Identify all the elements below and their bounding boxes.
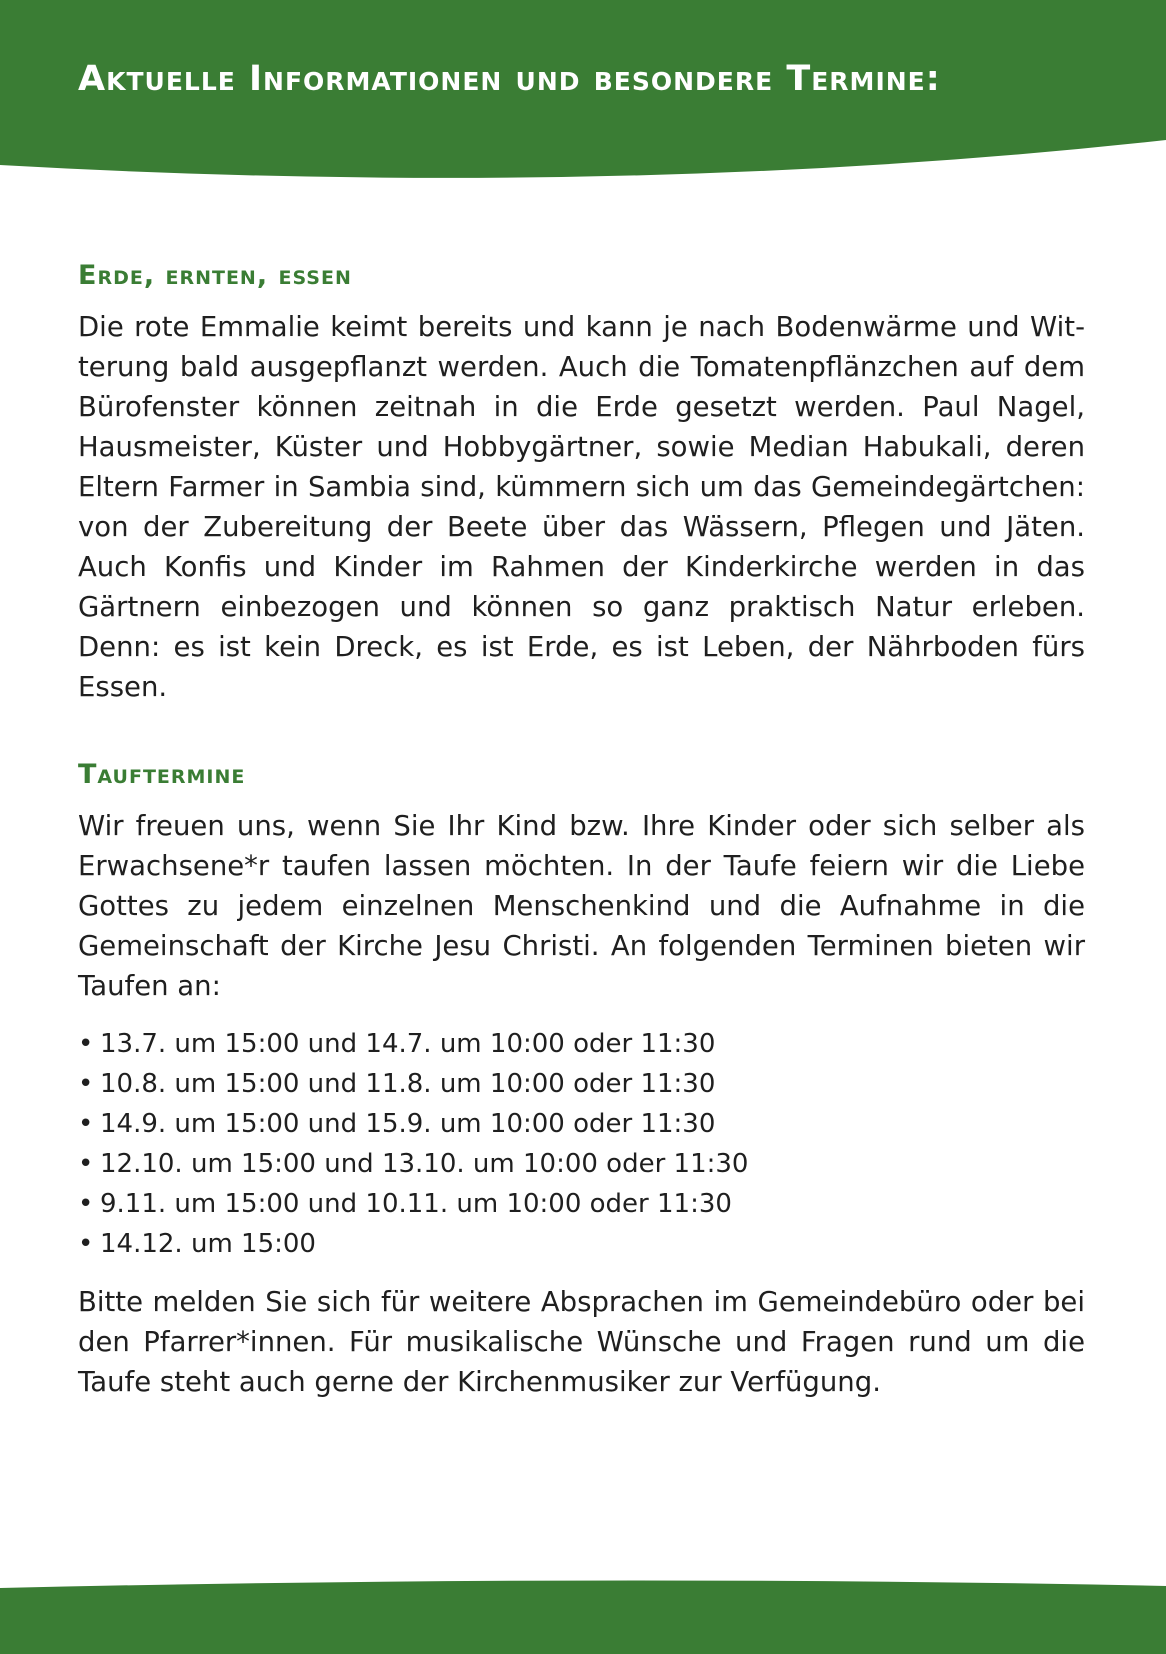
section-heading: Tauftermine <box>78 759 246 791</box>
date-text: 14.9. um 15:00 und 15.9. um 10:00 oder 11:30 <box>100 1109 716 1140</box>
section-intro-paragraph: Wir freuen uns, wenn Sie Ihr Kind bzw. Ihre Kinder oder sich selber als Erwachsene*r taufen lassen möchten. In der Taufe feiern wir die Liebe Gottes zu jedem einzelnen Menschenkind und die Aufnahme in die Gemeinschaft der Kirche Jesu Christi. An folgenden Terminen bieten wir Taufen an: <box>78 810 1085 1003</box>
bullet-icon: • <box>78 1229 94 1260</box>
list-item <box>78 1024 1085 1064</box>
section-erde-ernten-essen <box>78 258 1085 707</box>
baptism-date-list <box>78 1024 1085 1264</box>
bullet-icon: • <box>78 1189 94 1220</box>
bullet-icon: • <box>78 1029 94 1060</box>
date-text: 10.8. um 15:00 und 11.8. um 10:00 oder 11:30 <box>100 1069 716 1100</box>
list-item <box>78 1064 1085 1104</box>
list-item <box>78 1104 1085 1144</box>
section-outro-paragraph: Bitte melden Sie sich für weitere Absprachen im Gemeindebüro oder bei den Pfarrer*innen. Für musikalische Wünsche und Fragen rund um die Taufe steht auch gerne der Kirchenmusiker zur Verfügung. <box>78 1286 1085 1399</box>
footer-band-shape <box>0 1580 1166 1654</box>
page-title: Aktuelle Informationen und besondere Termine: <box>78 59 941 99</box>
bullet-icon: • <box>78 1069 94 1100</box>
date-text: 13.7. um 15:00 und 14.7. um 10:00 oder 11:30 <box>100 1029 716 1060</box>
date-text: 14.12. um 15:00 <box>100 1229 316 1260</box>
list-item <box>78 1184 1085 1224</box>
date-text: 12.10. um 15:00 und 13.10. um 10:00 oder 11:30 <box>100 1149 749 1180</box>
date-text: 9.11. um 15:00 und 10.11. um 10:00 oder 11:30 <box>100 1189 732 1220</box>
section-tauftermine <box>78 757 1085 1402</box>
list-item <box>78 1224 1085 1264</box>
bullet-icon: • <box>78 1149 94 1180</box>
list-item <box>78 1144 1085 1184</box>
section-heading: Erde, ernten, essen <box>78 260 352 291</box>
footer-band <box>0 1554 1166 1654</box>
section-paragraph: Die rote Emmalie keimt bereits und kann je nach Bodenwärme und Witterung bald ausgepflanzt werden. Auch die Tomatenpflänzchen auf dem Bürofenster können zeitnah in die Erde gesetzt werden. Paul Nagel, Hausmeister, Küster und Hobbygärtner, sowie Median Habukali, deren Eltern Farmer in Sambia sind, kümmern sich um das Gemeindegärtchen: von der Zubereitung der Beete über das Wässern, Pflegen und Jäten. Auch Konfis und Kinder im Rahmen der Kinderkirche werden in das Gärtnern einbezogen und können so ganz praktisch Natur erleben. Denn: es ist kein Dreck, es ist Erde, es ist Leben, der Nährboden fürs Essen. <box>78 311 1085 704</box>
main-content <box>78 258 1085 1402</box>
bullet-icon: • <box>78 1109 94 1140</box>
